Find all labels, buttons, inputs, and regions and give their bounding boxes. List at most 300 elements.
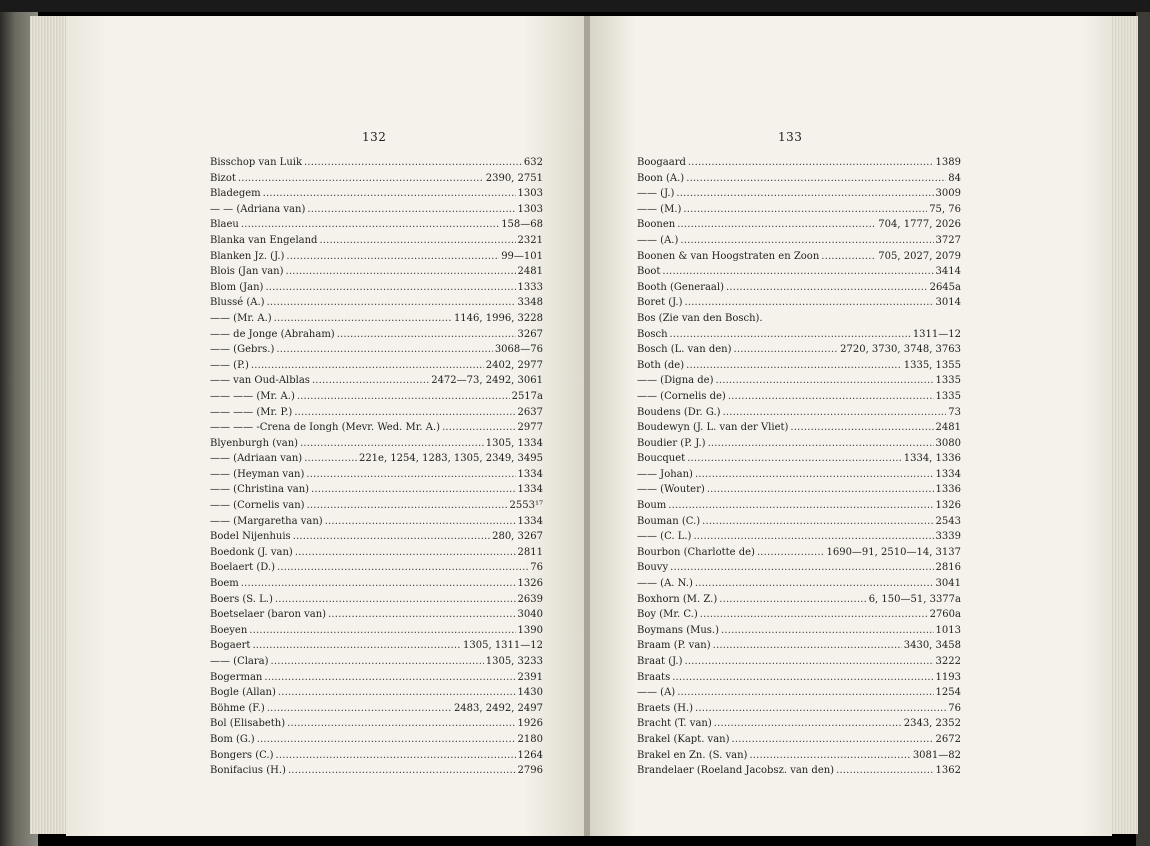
index-entry: [210, 217, 543, 233]
entry-name: Boum: [637, 500, 667, 512]
index-entry: [210, 763, 543, 779]
entry-reference: 3348: [517, 297, 543, 309]
entry-reference: 1690—91, 2510—14, 3137: [826, 546, 961, 558]
leader-dots: [267, 701, 452, 717]
index-entry: [637, 576, 961, 592]
book-cover-right: [1136, 12, 1150, 846]
entry-reference: 280, 3267: [492, 531, 543, 543]
leader-dots: [686, 171, 946, 187]
entry-reference: 632: [523, 157, 543, 168]
leader-dots: [700, 607, 928, 623]
leader-dots: [757, 545, 825, 561]
index-entry: [210, 685, 543, 701]
entry-name: Böhme (F.): [210, 702, 265, 714]
entry-name: Boon (A.): [637, 172, 685, 184]
entry-name: —— (Mr. A.): [210, 312, 272, 324]
index-entry: [637, 202, 961, 218]
index-entry: [637, 482, 961, 498]
entry-name: Bisschop van Luik: [210, 157, 303, 168]
leader-dots: [677, 217, 876, 233]
leader-dots: [683, 202, 927, 218]
index-entry: [637, 436, 961, 452]
leader-dots: [836, 763, 933, 779]
leader-dots: [294, 405, 515, 421]
index-entry: [637, 623, 961, 639]
entry-name: Blanken Jz. (J.): [210, 250, 285, 262]
entry-name: Bizot: [210, 172, 236, 184]
index-entry: [637, 654, 961, 670]
entry-name: Boudens (Dr. G.): [637, 406, 721, 418]
index-entry: [637, 280, 961, 296]
leader-dots: [680, 233, 933, 249]
leader-dots: [249, 623, 515, 639]
index-entry: [637, 327, 961, 343]
leader-dots: [707, 482, 934, 498]
leader-dots: [265, 280, 515, 296]
entry-reference: 3014: [935, 297, 961, 309]
entry-name: Bogerman: [210, 671, 263, 683]
index-entry: [637, 186, 961, 202]
leader-dots: [749, 748, 910, 764]
index-entry: [210, 545, 543, 561]
index-entry: [637, 748, 961, 764]
entry-reference: 3267: [517, 328, 543, 340]
leader-dots: [686, 358, 902, 374]
leader-dots: [264, 670, 515, 686]
index-entry: [637, 545, 961, 561]
index-entry: [210, 405, 543, 421]
entry-name: Blanka van Engeland: [210, 234, 318, 246]
index-entry: [210, 389, 543, 405]
leader-dots: [295, 545, 516, 561]
entry-reference: 1430: [517, 687, 543, 699]
entry-reference: 1362: [935, 765, 961, 777]
leader-dots: [276, 748, 516, 764]
entry-name: —— Johan): [637, 468, 693, 480]
index-entry: [210, 373, 543, 389]
entry-reference: 1193: [935, 671, 961, 683]
entry-reference: 3414: [935, 266, 961, 278]
index-entry: [637, 389, 961, 405]
entry-reference: 2517a: [511, 390, 543, 402]
entry-name: Boymans (Mus.): [637, 624, 720, 636]
index-entry: [210, 716, 543, 732]
entry-name: Bol (Elisabeth): [210, 718, 286, 730]
index-entry: [210, 295, 543, 311]
leader-dots: [677, 685, 933, 701]
entry-reference: 1311—12: [912, 328, 961, 340]
index-entry: [210, 623, 543, 639]
left-page-number: 132: [362, 130, 387, 144]
index-entry: [637, 171, 961, 187]
index-entry: [210, 701, 543, 717]
leader-dots: [716, 373, 934, 389]
entry-reference: 3430, 3458: [903, 640, 961, 652]
entry-reference: 2343, 2352: [903, 718, 961, 730]
index-entry: [637, 405, 961, 421]
index-entry: [210, 280, 543, 296]
leader-dots: [267, 295, 516, 311]
entry-reference: 221e, 1254, 1283, 1305, 2349, 3495: [358, 453, 543, 465]
entry-name: —— (Clara): [210, 656, 269, 667]
index-entry: [637, 358, 961, 374]
leader-dots: [241, 576, 516, 592]
entry-reference: 1389: [935, 157, 961, 168]
entry-name: Blom (Jan): [210, 281, 264, 293]
entry-name: Braam (P. van): [637, 640, 711, 652]
entry-name: —— (Gebrs.): [210, 344, 275, 356]
entry-name: —— (M.): [637, 203, 682, 215]
entry-name: Boetselaer (baron van): [210, 609, 327, 621]
entry-reference: 2639: [517, 593, 543, 605]
leader-dots: [721, 623, 934, 639]
entry-reference: 2321: [517, 234, 543, 246]
index-entry: [210, 592, 543, 608]
entry-name: Boxhorn (M. Z.): [637, 593, 718, 605]
book-cover-top: [0, 0, 1150, 12]
entry-reference: 1264: [517, 749, 543, 761]
index-entry: [210, 482, 543, 498]
index-entry: [210, 186, 543, 202]
leader-dots: [726, 280, 928, 296]
entry-reference: 3068—76: [494, 344, 543, 356]
entry-name: Blussé (A.): [210, 297, 265, 309]
index-entry: [210, 670, 543, 686]
entry-reference: 1335: [935, 390, 961, 402]
leader-dots: [693, 529, 933, 545]
entry-name: Bouman (C.): [637, 515, 701, 527]
entry-name: Bogle (Allan): [210, 687, 276, 699]
entry-name: Blaeu: [210, 219, 239, 231]
entry-reference: 1335, 1355: [903, 359, 961, 371]
entry-name: —— —— (Mr. P.): [210, 406, 293, 418]
entry-reference: 705, 2027, 2079: [878, 250, 961, 262]
index-entry: [637, 233, 961, 249]
index-entry: [637, 217, 961, 233]
index-entry: [637, 264, 961, 280]
entry-reference: 2720, 3730, 3748, 3763: [840, 344, 961, 356]
entry-name: Boy (Mr. C.): [637, 609, 698, 621]
entry-reference: 2816: [935, 562, 961, 574]
entry-name: Boonen: [637, 219, 676, 231]
leader-dots: [238, 171, 484, 187]
entry-reference: 3040: [517, 609, 543, 621]
entry-name: Bom (G.): [210, 733, 255, 745]
entry-reference: 1326: [935, 500, 961, 512]
leader-dots: [307, 498, 508, 514]
index-entry: [210, 155, 543, 171]
leader-dots: [713, 638, 902, 654]
entry-reference: 1326: [517, 578, 543, 590]
entry-reference: 1305, 1311—12: [463, 640, 543, 652]
entry-reference: 1334: [517, 515, 543, 527]
index-entry: [637, 295, 961, 311]
index-entry: [637, 763, 961, 779]
leader-dots: [714, 716, 902, 732]
leader-dots: [304, 451, 357, 467]
index-entry: [210, 420, 543, 436]
entry-name: Boem: [210, 578, 239, 590]
leader-dots: [286, 249, 499, 265]
leader-dots: [668, 498, 933, 514]
index-entry: [210, 638, 543, 654]
index-entry: [637, 716, 961, 732]
entry-name: Boonen & van Hoogstraten en Zoon: [637, 250, 820, 262]
leader-dots: [790, 420, 933, 436]
index-entry: [210, 264, 543, 280]
entry-reference: 2796: [517, 765, 543, 777]
entry-name: Braets (H.): [637, 702, 694, 714]
entry-name: Boudewyn (J. L. van der Vliet): [637, 422, 789, 434]
entry-name: Bracht (T. van): [637, 718, 712, 730]
entry-reference: 3222: [935, 656, 961, 667]
entry-name: Bourbon (Charlotte de): [637, 546, 755, 558]
leader-dots: [241, 217, 499, 233]
leader-dots: [728, 389, 934, 405]
index-entry: [210, 529, 543, 545]
index-entry: [210, 233, 543, 249]
leader-dots: [708, 436, 934, 452]
leader-dots: [723, 405, 947, 421]
entry-name: —— (Adriaan van): [210, 453, 303, 465]
entry-reference: 1254: [935, 687, 961, 699]
entry-name: Bos (Zie van den Bosch).: [637, 312, 763, 324]
index-entry: [637, 311, 961, 327]
leader-dots: [734, 342, 839, 358]
entry-reference: 1146, 1996, 3228: [453, 312, 543, 324]
leader-dots: [821, 249, 876, 265]
leader-dots: [695, 467, 934, 483]
entry-reference: 1334: [935, 468, 961, 480]
leader-dots: [276, 342, 492, 358]
entry-reference: 75, 76: [929, 203, 961, 215]
index-entry: [637, 467, 961, 483]
entry-reference: 1336: [935, 484, 961, 496]
leader-dots: [670, 327, 911, 343]
leader-dots: [274, 311, 452, 327]
entry-name: Boeyen: [210, 624, 248, 636]
entry-reference: 2402, 2977: [485, 359, 543, 371]
leader-dots: [695, 701, 946, 717]
leader-dots: [275, 592, 516, 608]
leader-dots: [286, 264, 516, 280]
entry-name: —— (C. L.): [637, 531, 692, 543]
entry-name: Brakel (Kapt. van): [637, 733, 730, 745]
entry-reference: 1926: [517, 718, 543, 730]
entry-name: —— (Cornelis van): [210, 500, 305, 512]
index-entry: [637, 514, 961, 530]
left-index-list: [210, 155, 543, 779]
entry-name: —— (Heyman van): [210, 468, 305, 480]
leader-dots: [337, 327, 516, 343]
leader-dots: [688, 155, 934, 171]
index-entry: [210, 249, 543, 265]
entry-reference: 2391: [517, 671, 543, 683]
index-entry: [210, 436, 543, 452]
leader-dots: [271, 654, 484, 670]
index-entry: [210, 498, 543, 514]
entry-reference: 2472—73, 2492, 3061: [431, 375, 543, 387]
entry-reference: 2645a: [929, 281, 961, 293]
index-entry: [637, 498, 961, 514]
leader-dots: [325, 514, 516, 530]
entry-name: Blois (Jan van): [210, 266, 284, 278]
index-entry: [637, 732, 961, 748]
entry-name: Brandelaer (Roeland Jacobsz. van den): [637, 765, 835, 777]
leader-dots: [311, 482, 516, 498]
entry-reference: 1334: [517, 468, 543, 480]
entry-name: Brakel en Zn. (S. van): [637, 749, 748, 761]
leader-dots: [287, 716, 515, 732]
leader-dots: [676, 186, 933, 202]
entry-name: Boot: [637, 266, 661, 278]
entry-reference: 3009: [935, 188, 961, 200]
entry-name: —— (Christina van): [210, 484, 310, 496]
index-entry: [210, 607, 543, 623]
leader-dots: [252, 638, 461, 654]
index-entry: [637, 529, 961, 545]
entry-name: Boucquet: [637, 453, 686, 465]
index-entry: [637, 701, 961, 717]
leader-dots: [684, 654, 933, 670]
entry-reference: 1303: [517, 203, 543, 215]
entry-name: —— —— -Crena de Iongh (Mevr. Wed. Mr. A.): [210, 422, 441, 434]
leader-dots: [306, 467, 515, 483]
leader-dots: [257, 732, 516, 748]
leader-dots: [251, 358, 484, 374]
index-entry: [210, 311, 543, 327]
right-index-list: [637, 155, 961, 779]
entry-name: Blyenburgh (van): [210, 437, 299, 449]
index-entry: [637, 249, 961, 265]
right-page-number: 133: [778, 130, 803, 144]
entry-reference: 2553¹⁷: [509, 500, 543, 512]
leader-dots: [328, 607, 516, 623]
entry-name: —— (Cornelis de): [637, 390, 726, 402]
entry-reference: 704, 1777, 2026: [878, 219, 961, 231]
index-entry: [637, 451, 961, 467]
entry-name: —— (Margaretha van): [210, 515, 323, 527]
leader-dots: [263, 186, 516, 202]
index-entry: [210, 327, 543, 343]
index-entry: [637, 373, 961, 389]
entry-reference: 99—101: [501, 250, 543, 262]
entry-reference: 2390, 2751: [485, 172, 543, 184]
entry-name: Boelaert (D.): [210, 562, 275, 574]
leader-dots: [293, 529, 490, 545]
leader-dots: [297, 389, 510, 405]
entry-name: Boers (S. L.): [210, 593, 273, 605]
entry-reference: 76: [530, 562, 543, 574]
leader-dots: [702, 514, 933, 530]
leader-dots: [695, 576, 934, 592]
entry-name: Bouvy: [637, 562, 669, 574]
index-entry: [637, 342, 961, 358]
leader-dots: [662, 264, 933, 280]
leader-dots: [288, 763, 516, 779]
index-entry: [210, 654, 543, 670]
entry-name: Bladegem: [210, 188, 261, 200]
entry-reference: 2481: [517, 266, 543, 278]
entry-reference: 3339: [935, 531, 961, 543]
entry-name: Both (de): [637, 359, 685, 371]
entry-reference: 6, 150—51, 3377a: [868, 593, 961, 605]
entry-name: Braat (J.): [637, 656, 683, 667]
entry-reference: 76: [948, 702, 961, 714]
index-entry: [637, 685, 961, 701]
entry-name: —— (Wouter): [637, 484, 705, 496]
entry-name: Bonifacius (H.): [210, 765, 286, 777]
entry-name: Bongers (C.): [210, 749, 274, 761]
entry-reference: 2483, 2492, 2497: [453, 702, 543, 714]
entry-name: — — (Adriana van): [210, 203, 306, 215]
entry-name: —— —— (Mr. A.): [210, 390, 295, 402]
entry-reference: 2760a: [929, 609, 961, 621]
entry-name: —— van Oud-Alblas: [210, 375, 310, 387]
index-entry: [637, 607, 961, 623]
index-entry: [210, 748, 543, 764]
index-entry: [210, 467, 543, 483]
entry-name: Braats: [637, 671, 671, 683]
entry-name: —— de Jonge (Abraham): [210, 328, 335, 340]
entry-name: Boudier (P. J.): [637, 437, 706, 449]
leader-dots: [684, 295, 933, 311]
entry-reference: 1013: [935, 624, 961, 636]
entry-reference: 1303: [517, 188, 543, 200]
index-entry: [210, 560, 543, 576]
entry-reference: 2637: [517, 406, 543, 418]
book-gutter: [584, 16, 590, 836]
leader-dots: [670, 560, 933, 576]
entry-name: —— (Digna de): [637, 375, 714, 387]
leader-dots: [732, 732, 934, 748]
index-entry: [637, 155, 961, 171]
entry-reference: 3727: [935, 234, 961, 246]
entry-name: Bosch (L. van den): [637, 344, 732, 356]
entry-name: —— (A. N.): [637, 578, 693, 590]
index-entry: [210, 171, 543, 187]
leader-dots: [307, 202, 515, 218]
entry-reference: 3081—82: [912, 749, 961, 761]
entry-reference: 2672: [935, 733, 961, 745]
index-entry: [210, 514, 543, 530]
entry-reference: 1390: [517, 624, 543, 636]
entry-name: Bodel Nijenhuis: [210, 531, 291, 543]
index-entry: [637, 560, 961, 576]
index-entry: [210, 202, 543, 218]
leader-dots: [442, 420, 515, 436]
index-entry: [210, 576, 543, 592]
entry-name: Boogaard: [637, 157, 686, 168]
entry-name: Boret (J.): [637, 297, 683, 309]
entry-reference: 3080: [935, 437, 961, 449]
entry-name: —— (A): [637, 687, 676, 699]
entry-reference: 1305, 3233: [485, 656, 543, 667]
entry-reference: 2811: [517, 546, 543, 558]
entry-name: Boedonk (J. van): [210, 546, 293, 558]
entry-reference: 1305, 1334: [485, 437, 543, 449]
entry-name: Booth (Generaal): [637, 281, 724, 293]
leader-dots: [304, 155, 522, 171]
entry-reference: 2481: [935, 422, 961, 434]
entry-reference: 1334: [517, 484, 543, 496]
leader-dots: [319, 233, 515, 249]
index-entry: [210, 342, 543, 358]
index-entry: [637, 670, 961, 686]
index-entry: [210, 732, 543, 748]
leader-dots: [277, 560, 528, 576]
page-edges-right: [1108, 16, 1138, 834]
